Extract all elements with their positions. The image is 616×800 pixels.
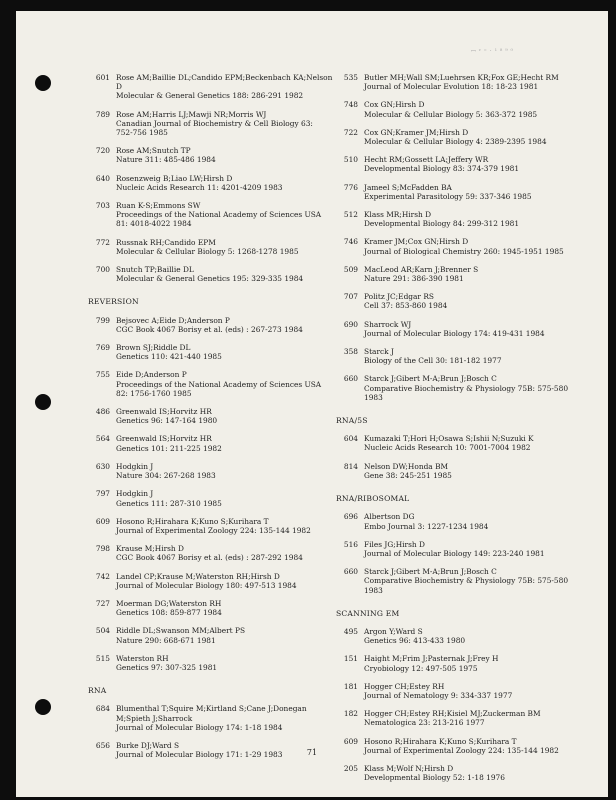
reference-number: 696 — [343, 512, 358, 522]
reference-entry — [336, 540, 596, 558]
section-heading: RNA/RIBOSOMAL — [336, 494, 410, 504]
reference-number: 181 — [343, 681, 358, 691]
reference-number: 516 — [343, 539, 358, 549]
reference-entry — [88, 704, 336, 732]
reference-number: 656 — [95, 740, 110, 750]
reference-line: Cell 37: 853-860 1984 — [364, 301, 448, 311]
binder-hole — [35, 699, 51, 715]
reference-entry — [336, 100, 596, 118]
reference-entry — [88, 343, 336, 361]
reference-line: Journal of Nematology 9: 334-337 1977 — [364, 690, 513, 700]
reference-entry — [336, 764, 596, 782]
reference-line: Genetics 101: 211-225 1982 — [116, 443, 222, 453]
reference-line: Politz JC;Edgar RS — [364, 292, 434, 302]
reference-line: Blumenthal T;Squire M;Kirtland S;Cane J;Donegan — [116, 704, 307, 714]
reference-entry — [336, 682, 596, 700]
reference-number: 746 — [343, 237, 358, 247]
reference-line: CGC Book 4067 Borisy et al. (eds) : 287-292 1984 — [116, 553, 303, 563]
reference-line: Nelson DW;Honda BM — [364, 461, 449, 471]
reference-entry — [336, 237, 596, 255]
reference-line: Genetics 96: 413-433 1980 — [364, 636, 466, 646]
reference-number: 510 — [343, 155, 358, 165]
reference-line: CGC Book 4067 Borisy et al. (eds) : 267-273 1984 — [116, 324, 303, 334]
reference-line: 1983 — [364, 392, 383, 402]
reference-number: 772 — [95, 237, 110, 247]
reference-line: Russnak RH;Candido EPM — [116, 237, 216, 247]
reference-line: 1983 — [364, 585, 383, 595]
reference-line: Hodgkin J — [116, 489, 154, 499]
reference-entry — [88, 370, 336, 398]
reference-line: Embo Journal 3: 1227-1234 1984 — [364, 521, 489, 531]
reference-number: 797 — [95, 489, 110, 499]
reference-number: 776 — [343, 182, 358, 192]
reference-number: 601 — [95, 73, 110, 82]
reference-entry — [336, 654, 596, 672]
reference-entry — [336, 292, 596, 310]
reference-line: Landel CP;Krause M;Waterston RH;Hirsh D — [116, 571, 280, 581]
reference-line: Genetics 110: 421-440 1985 — [116, 352, 222, 362]
reference-line: Journal of Molecular Biology 174: 1-18 1984 — [116, 722, 283, 732]
reference-entry — [88, 407, 336, 425]
reference-line: Eide D;Anderson P — [116, 370, 187, 380]
reference-number: 799 — [95, 315, 110, 325]
reference-line: Genetics 96: 147-164 1980 — [116, 416, 218, 426]
reference-entry — [336, 512, 596, 530]
reference-line: Experimental Parasitology 59: 337-346 1985 — [364, 191, 532, 201]
reference-line: Ruan K-S;Emmons SW — [116, 201, 201, 211]
reference-number: 660 — [343, 567, 358, 577]
reference-entry — [336, 462, 596, 480]
reference-line: Hecht RM;Gossett LA;Jeffery WR — [364, 155, 489, 165]
reference-line: Greenwald IS;Horvitz HR — [116, 434, 212, 444]
reference-line: Molecular & General Genetics 188: 286-291 1982 — [116, 91, 304, 101]
reference-line: Journal of Molecular Biology 149: 223-240 1981 — [364, 548, 545, 558]
reference-number: 604 — [343, 434, 358, 444]
reference-entry — [336, 374, 596, 402]
reference-entry — [88, 654, 336, 672]
reference-line: Comparative Biochemistry & Physiology 75B: 575-580 — [364, 383, 569, 393]
reference-entry — [88, 489, 336, 507]
reference-line: Haight M;Frim J;Pasternak J;Frey H — [364, 654, 499, 664]
reference-line: Genetics 97: 307-325 1981 — [116, 662, 218, 672]
reference-line: Klass M;Wolf N;Hirsh D — [364, 763, 454, 773]
reference-line: Cox GN;Hirsh D — [364, 100, 425, 110]
reference-line: Nucleic Acids Research 11: 4201-4209 1983 — [116, 182, 283, 192]
reference-number: 609 — [343, 736, 358, 746]
reference-entry — [336, 434, 596, 452]
reference-line: Journal of Experimental Zoology 224: 135-144 1982 — [116, 525, 311, 535]
reference-line: Hodgkin J — [116, 461, 154, 471]
section-heading: RNA/5S — [336, 416, 368, 426]
reference-line: Nature 291: 386-390 1981 — [364, 274, 464, 284]
reference-entry — [336, 183, 596, 201]
reference-entry — [336, 265, 596, 283]
reference-line: Gene 38: 245-251 1985 — [364, 470, 452, 480]
reference-entry — [88, 174, 336, 192]
reference-entry — [88, 626, 336, 644]
reference-number: 509 — [343, 264, 358, 274]
document-page — [16, 11, 608, 797]
reference-number: 504 — [95, 626, 110, 636]
reference-line: Starck J — [364, 347, 394, 357]
reference-line: Hosono R;Hirahara K;Kuno S;Kurihara T — [364, 736, 517, 746]
reference-number: 358 — [343, 347, 358, 357]
reference-line: Genetics 111: 287-310 1985 — [116, 498, 222, 508]
reference-line: Nature 290: 668-671 1981 — [116, 635, 216, 645]
reference-entry — [336, 73, 596, 91]
reference-entry — [336, 709, 596, 727]
reference-line: Rose AM;Harris LJ;Mawji NR;Morris WJ — [116, 109, 267, 119]
reference-line: M;Spieth J;Sharrock — [116, 713, 193, 723]
reference-line: Hogger CH;Estey RH — [364, 681, 445, 691]
reference-entry — [88, 146, 336, 164]
section-heading: RNA — [88, 686, 107, 696]
reference-line: Nature 304: 267-268 1983 — [116, 471, 216, 481]
reference-number: 535 — [343, 73, 358, 82]
reference-line: Klass MR;Hirsh D — [364, 210, 432, 220]
reference-number: 798 — [95, 544, 110, 554]
reference-number: 515 — [95, 653, 110, 663]
reference-line: Greenwald IS;Horvitz HR — [116, 407, 212, 417]
section-heading: SCANNING EM — [336, 608, 400, 618]
reference-entry — [336, 567, 596, 595]
reference-line: MacLeod AR;Karn J;Brenner S — [364, 264, 479, 274]
reference-line: Files JG;Hirsh D — [364, 539, 425, 549]
reference-line: Burke DJ;Ward S — [116, 740, 180, 750]
reference-line: Rosenzweig B;Liao LW;Hirsh D — [116, 173, 233, 183]
reference-number: 182 — [343, 709, 358, 719]
reference-entry — [88, 265, 336, 283]
right-column — [336, 73, 596, 791]
reference-line: Nucleic Acids Research 10: 7001-7004 1982 — [364, 443, 531, 453]
reference-entry — [88, 544, 336, 562]
binder-hole — [35, 75, 51, 91]
reference-line: Comparative Biochemistry & Physiology 75B: 575-580 — [364, 576, 569, 586]
reference-line: Starck J;Gibert M-A;Brun J;Bosch C — [364, 374, 497, 384]
reference-number: 205 — [343, 763, 358, 773]
reference-number: 720 — [95, 146, 110, 156]
reference-number: 495 — [343, 626, 358, 636]
reference-line: Jameel S;McFadden BA — [364, 182, 452, 192]
reference-entry — [88, 599, 336, 617]
reference-line: Molecular & Cellular Biology 5: 1268-1278 1985 — [116, 246, 299, 256]
reference-line: Kramer JM;Cox GN;Hirsh D — [364, 237, 469, 247]
reference-line: Hogger CH;Estey RH;Kisiel MJ;Zuckerman BM — [364, 709, 541, 719]
reference-line: Journal of Biological Chemistry 260: 1945-1951 1985 — [364, 246, 564, 256]
reference-line: Developmental Biology 84: 299-312 1981 — [364, 219, 520, 229]
reference-line: Biology of the Cell 30: 181-182 1977 — [364, 356, 502, 366]
reference-line: Molecular & Cellular Biology 4: 2389-2395 1984 — [364, 137, 547, 147]
reference-line: Nature 311: 485-486 1984 — [116, 155, 216, 165]
reference-line: Molecular & General Genetics 195: 329-335 1984 — [116, 274, 304, 284]
reference-line: Journal of Molecular Biology 180: 497-513 1984 — [116, 580, 297, 590]
reference-number: 727 — [95, 598, 110, 608]
reference-number: 789 — [95, 109, 110, 119]
reference-number: 512 — [343, 210, 358, 220]
reference-number: 769 — [95, 343, 110, 353]
reference-entry — [88, 572, 336, 590]
reference-line: Developmental Biology 52: 1-18 1976 — [364, 773, 505, 783]
reference-line: Riddle DL;Swanson MM;Albert PS — [116, 626, 246, 636]
reference-line: Snutch TP;Baillie DL — [116, 265, 194, 275]
reference-line: Krause M;Hirsh D — [116, 544, 184, 554]
reference-line: Cryobiology 12: 497-505 1975 — [364, 663, 478, 673]
reference-number: 707 — [343, 292, 358, 302]
reference-line: Proceedings of the National Academy of Sciences USA — [116, 379, 322, 389]
reference-number: 486 — [95, 407, 110, 417]
reference-number: 742 — [95, 571, 110, 581]
section-heading: REVERSION — [88, 297, 139, 307]
reference-line: Starck J;Gibert M-A;Brun J;Bosch C — [364, 567, 497, 577]
reference-number: 564 — [95, 434, 110, 444]
reference-line: Butler MH;Wall SM;Luehrsen KR;Fox GE;Hecht RM — [364, 73, 559, 82]
reference-number: 722 — [343, 127, 358, 137]
reference-line: Sharrock WJ — [364, 319, 412, 329]
binder-hole — [35, 394, 51, 410]
reference-number: 630 — [95, 461, 110, 471]
reference-line: 752-756 1985 — [116, 128, 168, 138]
reference-entry — [336, 128, 596, 146]
reference-line: 81: 4018-4022 1984 — [116, 219, 192, 229]
reference-line: D — [116, 82, 122, 92]
reference-entry — [336, 627, 596, 645]
reference-number: 814 — [343, 461, 358, 471]
reference-line: Moerman DG;Waterston RH — [116, 598, 222, 608]
reference-line: Journal of Molecular Evolution 18: 18-23 1981 — [364, 82, 539, 92]
reference-entry — [88, 316, 336, 334]
reference-line: 82: 1756-1760 1985 — [116, 388, 192, 398]
reference-line: Nematologica 23: 213-216 1977 — [364, 718, 485, 728]
reference-entry — [336, 210, 596, 228]
reference-number: 151 — [343, 654, 358, 664]
reference-number: 755 — [95, 370, 110, 380]
reference-entry — [336, 155, 596, 173]
reference-entry — [88, 110, 336, 138]
corner-stamp: ꟷ ᶻ ⁼ · ¹ ⁸ ⁹ ⁰ — [471, 48, 514, 55]
reference-entry — [336, 320, 596, 338]
reference-line: Argon Y;Ward S — [364, 626, 423, 636]
reference-line: Journal of Experimental Zoology 224: 135-144 1982 — [364, 745, 559, 755]
reference-line: Canadian Journal of Biochemistry & Cell Biology 63: — [116, 118, 313, 128]
reference-line: Hosono R;Hirahara K;Kuno S;Kurihara T — [116, 516, 269, 526]
reference-line: Rose AM;Snutch TP — [116, 146, 191, 156]
reference-entry — [336, 347, 596, 365]
reference-number: 660 — [343, 374, 358, 384]
reference-line: Proceedings of the National Academy of Sciences USA — [116, 210, 322, 220]
reference-line: Genetics 108: 859-877 1984 — [116, 608, 222, 618]
reference-line: Kumazaki T;Hori H;Osawa S;Ishii N;Suzuki K — [364, 434, 534, 444]
reference-entry — [88, 73, 336, 101]
left-column — [88, 73, 336, 768]
reference-line: Bejsovec A;Eide D;Anderson P — [116, 315, 230, 325]
reference-line: Molecular & Cellular Biology 5: 363-372 1985 — [364, 109, 538, 119]
reference-number: 748 — [343, 100, 358, 110]
reference-line: Developmental Biology 83: 374-379 1981 — [364, 164, 520, 174]
reference-line: Waterston RH — [116, 653, 169, 663]
page-number: 71 — [306, 748, 318, 757]
reference-entry — [88, 238, 336, 256]
reference-line: Rose AM;Baillie DL;Candido EPM;Beckenbach KA;Nelson — [116, 73, 333, 82]
reference-number: 700 — [95, 265, 110, 275]
reference-line: Albertson DG — [364, 512, 415, 522]
reference-line: Brown SJ;Riddle DL — [116, 343, 191, 353]
reference-entry — [88, 517, 336, 535]
reference-entry — [88, 201, 336, 229]
reference-number: 609 — [95, 516, 110, 526]
reference-entry — [88, 434, 336, 452]
reference-number: 690 — [343, 319, 358, 329]
reference-line: Cox GN;Kramer JM;Hirsh D — [364, 127, 469, 137]
reference-number: 684 — [95, 704, 110, 714]
reference-line: Journal of Molecular Biology 171: 1-29 1983 — [116, 750, 283, 760]
reference-number: 703 — [95, 201, 110, 211]
reference-number: 640 — [95, 173, 110, 183]
reference-line: Journal of Molecular Biology 174: 419-431 1984 — [364, 328, 545, 338]
reference-entry — [88, 462, 336, 480]
